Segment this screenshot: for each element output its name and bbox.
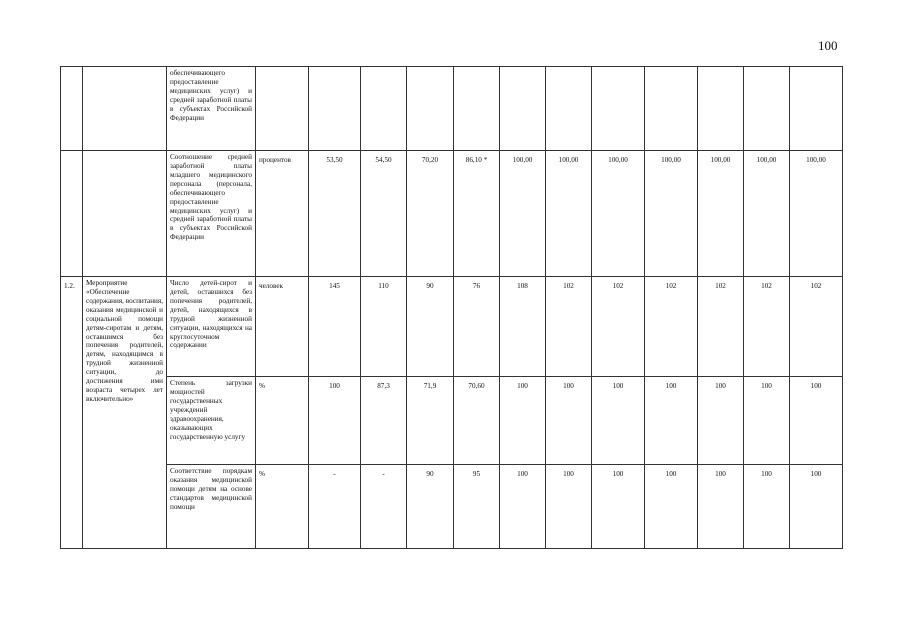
value-cell: 102 (546, 277, 592, 377)
value-cell: 100,00 (645, 151, 698, 277)
value-cell: 145 (309, 277, 361, 377)
value-cell (500, 67, 546, 151)
value-cell: 102 (790, 277, 843, 377)
value-cell: 110 (361, 277, 407, 377)
value-cell: 100 (500, 465, 546, 549)
value-cell: 90 (407, 465, 454, 549)
value-cell: 53,50 (309, 151, 361, 277)
indicator-cell: обеспечивающего предоставление медицинских услуг) и средней заработной платы в субъектах Российской Федерации (167, 67, 256, 151)
table-row (61, 67, 843, 151)
indicator-cell: Соотношение средней заработной платы младшего медицинского персонала (персонала, обеспечивающего предоставление медицинских услуг) и средней заработной платы в субъектах Российской Федерации (167, 151, 256, 277)
value-cell: 100 (698, 377, 744, 465)
value-cell: 100 (645, 377, 698, 465)
value-cell: 90 (407, 277, 454, 377)
row-number-cell: 1.2. (61, 277, 83, 549)
value-cell: 100 (500, 377, 546, 465)
value-cell: 100 (645, 465, 698, 549)
value-cell: 70,60 (454, 377, 500, 465)
value-cell: - (309, 465, 361, 549)
value-cell (361, 67, 407, 151)
event-cell (83, 151, 167, 277)
value-cell: 70,20 (407, 151, 454, 277)
value-cell: 102 (698, 277, 744, 377)
value-cell: 100,00 (790, 151, 843, 277)
value-cell: 100 (592, 377, 645, 465)
value-cell: 102 (592, 277, 645, 377)
value-cell: 100 (309, 377, 361, 465)
page-number: 100 (818, 38, 838, 53)
value-cell: 100 (790, 465, 843, 549)
value-cell: 76 (454, 277, 500, 377)
value-cell: 54,50 (361, 151, 407, 277)
event-cell: Мероприятие «Обеспечение содержания, воспитания, оказания медицинской и социальной помощи детям-сиротам и детям, оставшимся без попечения родителей, детям, находящимся в трудной жизненной ситуации, до достижения ими возраста четырех лет включительно» (83, 277, 167, 549)
row-number-cell (61, 151, 83, 277)
value-cell: 100 (546, 377, 592, 465)
table-row (61, 377, 843, 465)
value-cell (454, 67, 500, 151)
value-cell (309, 67, 361, 151)
value-cell: 100,00 (500, 151, 546, 277)
indicators-table (60, 66, 843, 549)
unit-cell (256, 67, 309, 151)
value-cell: 86,10 * (454, 151, 500, 277)
unit-cell: человек (256, 277, 309, 377)
value-cell: 100,00 (546, 151, 592, 277)
value-cell: 100 (546, 465, 592, 549)
indicator-cell: Число детей-сирот и детей, оставшихся без попечения родителей, детей, находящихся в трудной жизненной ситуации, находящихся на круглосуточном содержании (167, 277, 256, 377)
table-row (61, 151, 843, 277)
value-cell: 100 (744, 465, 790, 549)
value-cell: 108 (500, 277, 546, 377)
value-cell (698, 67, 744, 151)
value-cell (546, 67, 592, 151)
value-cell: 100 (592, 465, 645, 549)
value-cell: 100,00 (744, 151, 790, 277)
indicator-cell: Степень загрузки мощностей государственных учреждений здравоохранения, оказывающих государственную услугу (167, 377, 256, 465)
value-cell: 87,3 (361, 377, 407, 465)
value-cell: 71,9 (407, 377, 454, 465)
event-cell (83, 67, 167, 151)
value-cell (407, 67, 454, 151)
value-cell: 100 (744, 377, 790, 465)
value-cell (592, 67, 645, 151)
value-cell: - (361, 465, 407, 549)
value-cell: 95 (454, 465, 500, 549)
value-cell: 100,00 (698, 151, 744, 277)
indicator-cell: Соответствие порядкам оказания медицинской помощи детям на основе стандартов медицинской помощи (167, 465, 256, 549)
value-cell: 100,00 (592, 151, 645, 277)
value-cell: 100 (790, 377, 843, 465)
unit-cell: % (256, 465, 309, 549)
value-cell (645, 67, 698, 151)
value-cell: 102 (744, 277, 790, 377)
table-row (61, 277, 843, 377)
row-number-cell (61, 67, 83, 151)
value-cell: 100 (698, 465, 744, 549)
unit-cell: % (256, 377, 309, 465)
table-row (61, 465, 843, 549)
value-cell (790, 67, 843, 151)
value-cell: 102 (645, 277, 698, 377)
unit-cell: процентов (256, 151, 309, 277)
value-cell (744, 67, 790, 151)
